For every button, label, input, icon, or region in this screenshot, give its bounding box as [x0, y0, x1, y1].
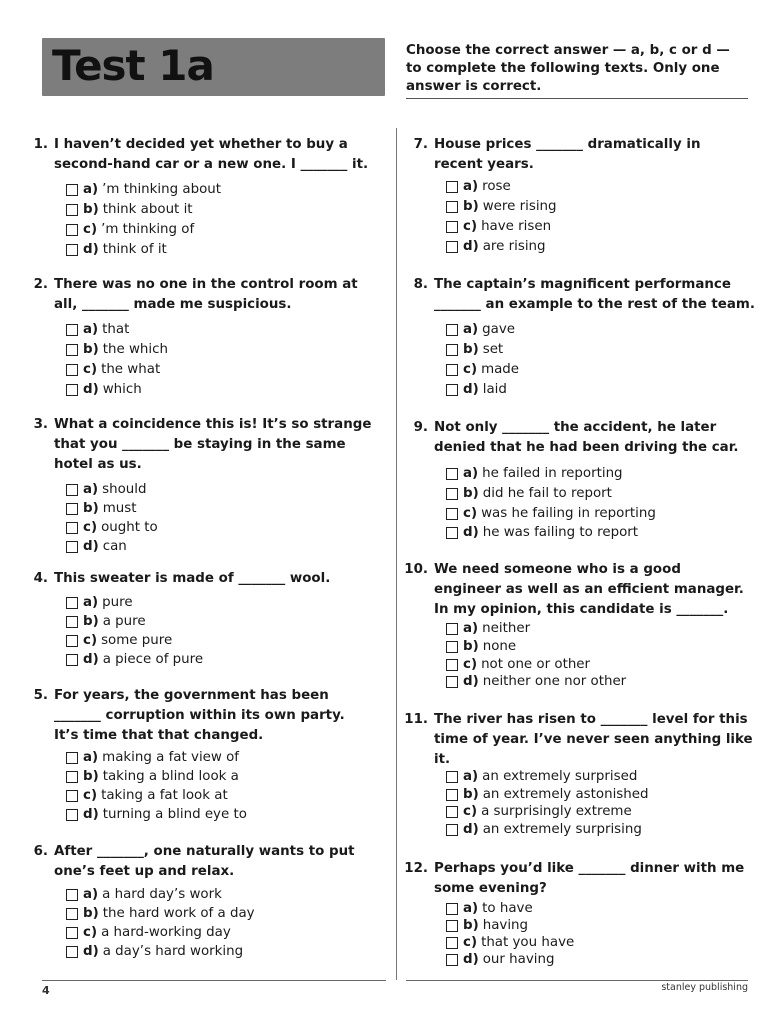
question-stem-line: This sweater is made of _______ wool. [54, 571, 331, 586]
checkbox-icon[interactable] [66, 184, 78, 196]
question-stem-line: The captain’s magnificent performance [434, 277, 731, 292]
question-stem-line: The river has risen to _______ level for this [434, 712, 748, 727]
question-stem-line: For years, the government has been [54, 688, 329, 703]
answer-option[interactable] [446, 238, 546, 256]
column-divider [396, 128, 397, 980]
question-number: 3. [33, 417, 48, 432]
answer-option[interactable] [66, 905, 255, 923]
answer-option[interactable] [66, 886, 222, 904]
checkbox-icon[interactable] [66, 790, 78, 802]
checkbox-icon[interactable] [66, 522, 78, 534]
option-text: that [102, 322, 130, 337]
checkbox-icon[interactable] [446, 508, 458, 520]
answer-option[interactable] [66, 787, 228, 805]
checkbox-icon[interactable] [446, 920, 458, 932]
option-letter: a) [463, 466, 479, 481]
answer-option[interactable] [446, 321, 515, 339]
option-letter: b) [463, 199, 479, 214]
option-letter: b) [83, 501, 99, 516]
answer-option[interactable] [66, 321, 129, 339]
footer-divider-right [406, 980, 748, 981]
question-stem-line: engineer as well as an efficient manager. [434, 582, 744, 597]
checkbox-icon[interactable] [446, 676, 458, 688]
answer-option[interactable] [66, 749, 239, 767]
answer-option[interactable] [446, 505, 656, 523]
checkbox-icon[interactable] [446, 903, 458, 915]
option-letter: b) [83, 906, 99, 921]
option-letter: d) [83, 807, 99, 822]
answer-option[interactable] [446, 934, 574, 952]
question-stem-line: _______ corruption within its own party. [54, 708, 345, 723]
question-stem [54, 686, 345, 746]
option-text: neither [482, 621, 531, 636]
checkbox-icon[interactable] [446, 937, 458, 949]
option-text: a pure [102, 614, 146, 629]
option-text: made [481, 362, 520, 377]
answer-option[interactable] [66, 806, 247, 824]
question-stem-line: After _______, one naturally wants to put [54, 844, 355, 859]
option-letter: a) [83, 595, 99, 610]
option-text: a hard-working day [101, 925, 231, 940]
checkbox-icon[interactable] [446, 659, 458, 671]
option-letter: d) [463, 239, 479, 254]
option-letter: c) [83, 362, 98, 377]
option-text: an extremely surprising [482, 822, 642, 837]
option-text: set [482, 342, 504, 357]
answer-option[interactable] [446, 361, 519, 379]
checkbox-icon[interactable] [446, 954, 458, 966]
answer-option[interactable] [66, 381, 142, 399]
option-letter: c) [463, 219, 478, 234]
option-text: ’m thinking of [101, 222, 195, 237]
checkbox-icon[interactable] [66, 927, 78, 939]
answer-option[interactable] [66, 341, 168, 359]
checkbox-icon[interactable] [66, 908, 78, 920]
option-text: pure [102, 595, 133, 610]
option-text: was he failing in reporting [481, 506, 656, 521]
checkbox-icon[interactable] [66, 484, 78, 496]
option-text: were rising [482, 199, 557, 214]
option-text: think of it [102, 242, 167, 257]
option-letter: a) [83, 182, 99, 197]
answer-option[interactable] [446, 821, 642, 839]
answer-option[interactable] [446, 638, 516, 656]
option-text: neither one nor other [482, 674, 627, 689]
answer-option[interactable] [66, 632, 172, 650]
option-letter: b) [83, 202, 99, 217]
option-text: are rising [482, 239, 546, 254]
option-text: having [482, 918, 529, 933]
answer-option[interactable] [446, 803, 632, 821]
option-letter: a) [83, 322, 99, 337]
question-number: 10. [404, 562, 428, 577]
option-letter: a) [463, 179, 479, 194]
checkbox-icon[interactable] [446, 806, 458, 818]
option-text: which [102, 382, 142, 397]
checkbox-icon[interactable] [446, 221, 458, 233]
answer-option[interactable] [66, 481, 147, 499]
answer-option[interactable] [66, 241, 167, 259]
option-text: laid [482, 382, 507, 397]
option-letter: a) [83, 750, 99, 765]
option-text: gave [482, 322, 516, 337]
option-text: he failed in reporting [482, 466, 623, 481]
option-letter: d) [463, 382, 479, 397]
test-title-banner [42, 38, 385, 96]
option-letter: d) [83, 652, 99, 667]
checkbox-icon[interactable] [66, 344, 78, 356]
question-stem [434, 560, 744, 620]
question-stem [434, 859, 744, 899]
answer-option[interactable] [66, 519, 158, 537]
answer-option[interactable] [66, 538, 127, 556]
option-text: our having [482, 952, 555, 967]
option-text: an extremely astonished [482, 787, 649, 802]
option-text: can [102, 539, 127, 554]
option-text: have risen [481, 219, 552, 234]
footer-divider-left [42, 980, 386, 981]
option-letter: a) [463, 322, 479, 337]
answer-option[interactable] [446, 218, 551, 236]
question-number: 4. [33, 571, 48, 586]
answer-option[interactable] [446, 768, 637, 786]
option-text: a day’s hard working [102, 944, 244, 959]
checkbox-icon[interactable] [446, 824, 458, 836]
question-stem [434, 418, 739, 458]
question-stem [434, 710, 753, 770]
option-text: that you have [481, 935, 575, 950]
checkbox-icon[interactable] [66, 503, 78, 515]
answer-option[interactable] [446, 900, 533, 918]
checkbox-icon[interactable] [446, 181, 458, 193]
answer-option[interactable] [446, 465, 623, 483]
option-letter: c) [83, 633, 98, 648]
option-text: turning a blind eye to [102, 807, 247, 822]
option-text: a piece of pure [102, 652, 204, 667]
answer-option[interactable] [66, 201, 193, 219]
checkbox-icon[interactable] [66, 324, 78, 336]
answer-option[interactable] [66, 594, 133, 612]
question-stem-line: It’s time that that changed. [54, 728, 264, 743]
option-text: a hard day’s work [102, 887, 222, 902]
question-stem-line: What a coincidence this is! It’s so strange [54, 417, 372, 432]
option-text: a surprisingly extreme [481, 804, 632, 819]
option-text: think about it [102, 202, 193, 217]
checkbox-icon[interactable] [446, 344, 458, 356]
checkbox-icon[interactable] [66, 244, 78, 256]
question-number: 6. [33, 844, 48, 859]
option-letter: b) [463, 787, 479, 802]
answer-option[interactable] [446, 917, 528, 935]
option-letter: c) [463, 804, 478, 819]
checkbox-icon[interactable] [446, 641, 458, 653]
checkbox-icon[interactable] [446, 771, 458, 783]
checkbox-icon[interactable] [446, 384, 458, 396]
option-letter: d) [463, 952, 479, 967]
answer-option[interactable] [446, 620, 530, 638]
question-stem [54, 569, 330, 589]
option-letter: d) [463, 525, 479, 540]
instructions-divider [406, 98, 748, 99]
question-stem-line: Not only _______ the accident, he later [434, 420, 717, 435]
checkbox-icon[interactable] [66, 771, 78, 783]
option-letter: b) [463, 486, 479, 501]
question-stem-line: hotel as us. [54, 457, 142, 472]
option-letter: d) [83, 382, 99, 397]
question-stem-line: recent years. [434, 157, 534, 172]
checkbox-icon[interactable] [446, 468, 458, 480]
question-stem-line: some evening? [434, 881, 547, 896]
option-text: some pure [101, 633, 173, 648]
question-stem-line: There was no one in the control room at [54, 277, 358, 292]
checkbox-icon[interactable] [446, 201, 458, 213]
option-letter: a) [83, 482, 99, 497]
question-stem [54, 842, 355, 882]
question-stem-line: time of year. I’ve never seen anything like [434, 732, 753, 747]
question-stem-line: denied that he had been driving the car. [434, 440, 739, 455]
option-letter: c) [83, 788, 98, 803]
checkbox-icon[interactable] [66, 635, 78, 647]
option-letter: d) [83, 242, 99, 257]
question-stem-line: one’s feet up and relax. [54, 864, 235, 879]
option-letter: a) [463, 901, 479, 916]
instruction-line: Choose the correct answer — a, b, c or d — [406, 43, 730, 58]
option-letter: b) [463, 342, 479, 357]
checkbox-icon[interactable] [66, 809, 78, 821]
answer-option[interactable] [446, 951, 554, 969]
option-text: taking a blind look a [102, 769, 239, 784]
question-number: 1. [33, 137, 48, 152]
answer-option[interactable] [66, 181, 221, 199]
option-text: must [102, 501, 137, 516]
option-text: the which [102, 342, 168, 357]
question-stem [54, 415, 371, 475]
answer-option[interactable] [66, 613, 146, 631]
publisher-name: stanley publishing [661, 982, 748, 993]
option-text: an extremely surprised [482, 769, 638, 784]
checkbox-icon[interactable] [446, 241, 458, 253]
checkbox-icon[interactable] [446, 623, 458, 635]
option-letter: c) [83, 520, 98, 535]
checkbox-icon[interactable] [446, 527, 458, 539]
option-letter: c) [463, 506, 478, 521]
checkbox-icon[interactable] [66, 541, 78, 553]
checkbox-icon[interactable] [66, 364, 78, 376]
answer-option[interactable] [66, 943, 243, 961]
answer-option[interactable] [446, 524, 638, 542]
checkbox-icon[interactable] [446, 789, 458, 801]
option-text: rose [482, 179, 511, 194]
option-text: ’m thinking about [102, 182, 222, 197]
answer-option[interactable] [446, 485, 612, 503]
question-number: 7. [413, 137, 428, 152]
answer-option[interactable] [66, 361, 160, 379]
question-stem [54, 275, 358, 315]
page-number: 4 [42, 984, 50, 997]
question-number: 12. [404, 861, 428, 876]
answer-option[interactable] [66, 768, 239, 786]
answer-option[interactable] [446, 381, 507, 399]
instructions [406, 42, 746, 96]
option-text: the hard work of a day [102, 906, 255, 921]
option-text: taking a fat look at [101, 788, 228, 803]
option-letter: c) [83, 925, 98, 940]
answer-option[interactable] [446, 198, 557, 216]
option-text: making a fat view of [102, 750, 240, 765]
option-text: should [102, 482, 147, 497]
option-text: ought to [101, 520, 158, 535]
checkbox-icon[interactable] [66, 946, 78, 958]
question-number: 5. [33, 688, 48, 703]
question-stem-line: _______ an example to the rest of the team. [434, 297, 755, 312]
option-text: not one or other [481, 657, 591, 672]
option-letter: d) [463, 822, 479, 837]
option-text: he was failing to report [482, 525, 639, 540]
answer-option[interactable] [446, 178, 511, 196]
question-stem-line: House prices _______ dramatically in [434, 137, 701, 152]
question-number: 2. [33, 277, 48, 292]
checkbox-icon[interactable] [66, 597, 78, 609]
option-letter: c) [83, 222, 98, 237]
option-letter: b) [463, 639, 479, 654]
option-letter: a) [83, 887, 99, 902]
question-stem-line: I haven’t decided yet whether to buy a [54, 137, 348, 152]
question-stem-line: that you _______ be staying in the same [54, 437, 346, 452]
question-stem-line: In my opinion, this candidate is _______. [434, 602, 729, 617]
answer-option[interactable] [66, 221, 194, 239]
test-title: Test 1a [52, 41, 214, 90]
option-letter: b) [83, 769, 99, 784]
option-letter: b) [463, 918, 479, 933]
checkbox-icon[interactable] [66, 889, 78, 901]
checkbox-icon[interactable] [66, 654, 78, 666]
question-stem-line: it. [434, 752, 451, 767]
answer-option[interactable] [446, 341, 503, 359]
question-stem [54, 135, 368, 175]
checkbox-icon[interactable] [66, 752, 78, 764]
question-stem-line: all, _______ made me suspicious. [54, 297, 292, 312]
option-letter: a) [463, 621, 479, 636]
checkbox-icon[interactable] [446, 488, 458, 500]
option-letter: b) [83, 614, 99, 629]
checkbox-icon[interactable] [66, 224, 78, 236]
question-stem [434, 135, 701, 175]
option-letter: d) [463, 674, 479, 689]
answer-option[interactable] [66, 500, 136, 518]
option-letter: b) [83, 342, 99, 357]
option-letter: a) [463, 769, 479, 784]
option-text: none [482, 639, 517, 654]
checkbox-icon[interactable] [446, 364, 458, 376]
instruction-line: to complete the following texts. Only one [406, 61, 720, 76]
answer-option[interactable] [66, 651, 203, 669]
option-letter: c) [463, 935, 478, 950]
option-text: to have [482, 901, 533, 916]
question-number: 9. [413, 420, 428, 435]
answer-option[interactable] [446, 673, 626, 691]
question-number: 8. [413, 277, 428, 292]
checkbox-icon[interactable] [66, 384, 78, 396]
option-letter: c) [463, 362, 478, 377]
option-text: did he fail to report [482, 486, 612, 501]
question-number: 11. [404, 712, 428, 727]
option-text: the what [101, 362, 161, 377]
option-letter: d) [83, 539, 99, 554]
answer-option[interactable] [446, 656, 590, 674]
option-letter: d) [83, 944, 99, 959]
instruction-line: answer is correct. [406, 79, 542, 94]
answer-option[interactable] [446, 786, 649, 804]
question-stem-line: Perhaps you’d like _______ dinner with me [434, 861, 745, 876]
option-letter: c) [463, 657, 478, 672]
question-stem-line: We need someone who is a good [434, 562, 681, 577]
checkbox-icon[interactable] [66, 616, 78, 628]
answer-option[interactable] [66, 924, 231, 942]
checkbox-icon[interactable] [446, 324, 458, 336]
checkbox-icon[interactable] [66, 204, 78, 216]
question-stem-line: second-hand car or a new one. I _______ it. [54, 157, 369, 172]
question-stem [434, 275, 755, 315]
